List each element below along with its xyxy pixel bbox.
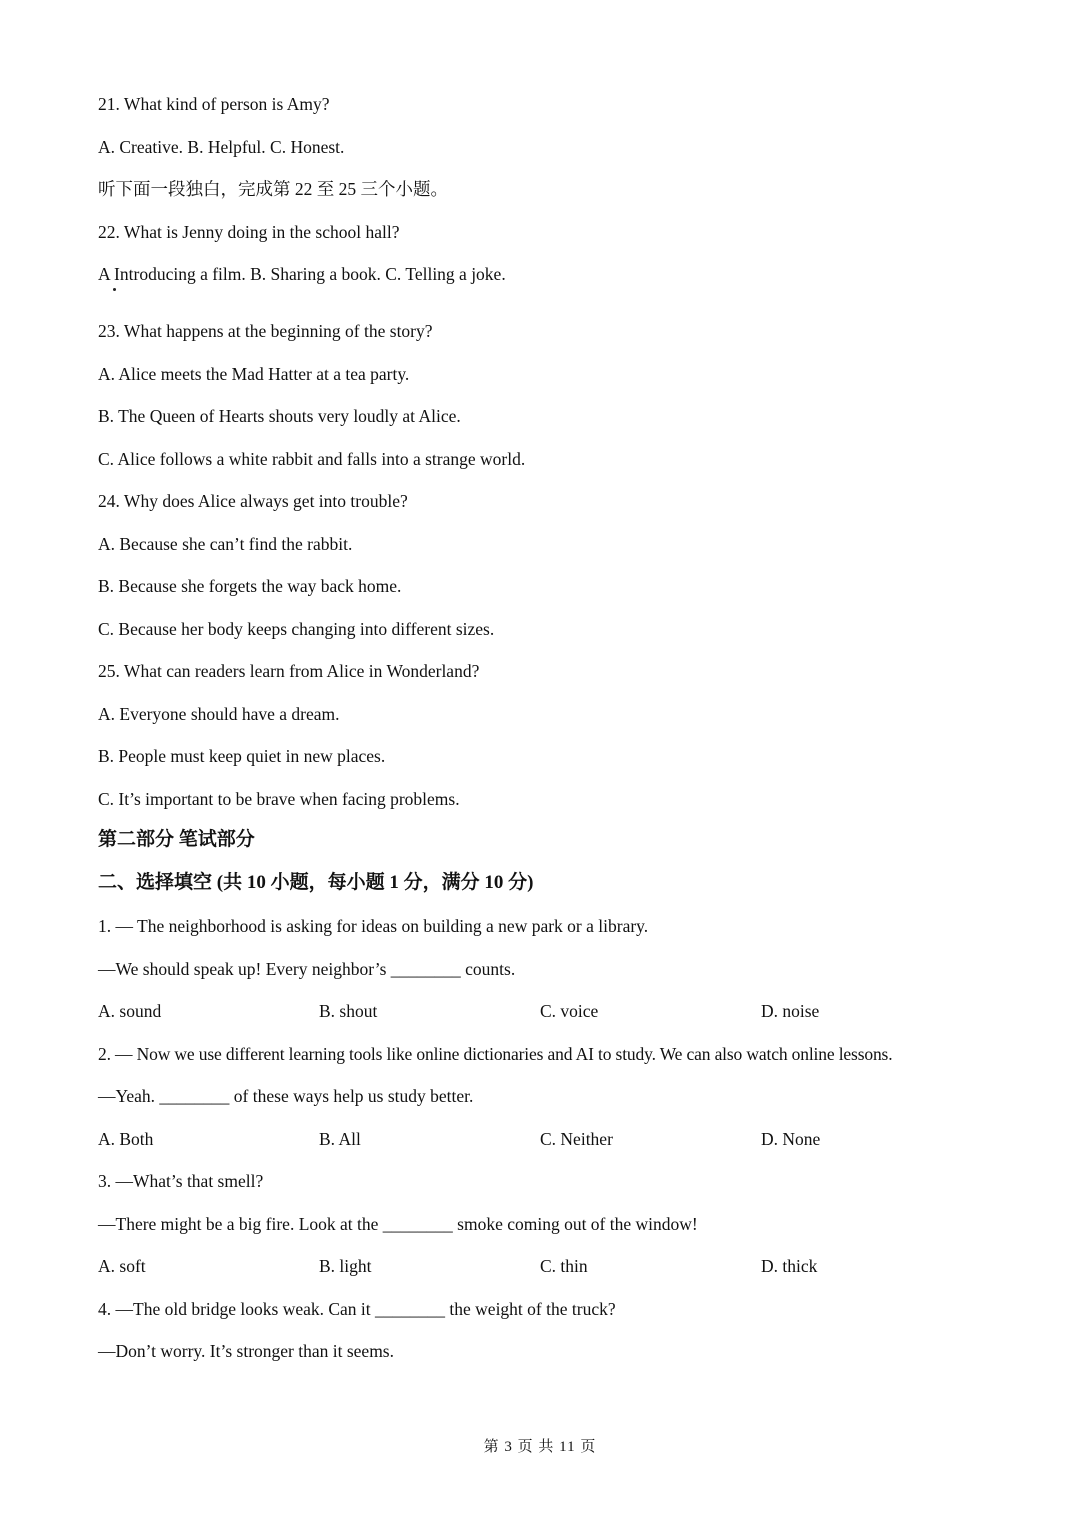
section-title: 二、选择填空 (共 10 小题，每小题 1 分，满分 10 分) — [98, 872, 534, 893]
option-b: B. All — [319, 1129, 361, 1149]
question-24-option-b: B. Because she forgets the way back home. — [98, 576, 402, 596]
question-1-response: —We should speak up! Every neighbor’s ________ counts. — [98, 959, 516, 979]
question-4-response: —Don’t worry. It’s stronger than it seems. — [98, 1341, 394, 1361]
option-d: D. None — [761, 1129, 821, 1149]
option-d: D. thick — [761, 1256, 818, 1276]
page-number-footer: 第 3 页 共 11 页 — [483, 1439, 597, 1455]
question-21: 21. What kind of person is Amy? — [98, 94, 330, 114]
part-title: 第二部分 笔试部分 — [98, 829, 255, 850]
question-25: 25. What can readers learn from Alice in Wonderland? — [98, 661, 480, 681]
question-25-option-c: C. It’s important to be brave when facing problems. — [98, 789, 460, 809]
question-21-options: A. Creative. B. Helpful. C. Honest. — [98, 137, 345, 157]
stray-dot-mark — [113, 288, 116, 291]
question-4-prompt: 4. —The old bridge looks weak. Can it ________ the weight of the truck? — [98, 1299, 616, 1319]
question-23-option-a: A. Alice meets the Mad Hatter at a tea party. — [98, 364, 410, 384]
option-c: C. thin — [540, 1256, 588, 1276]
question-25-option-a: A. Everyone should have a dream. — [98, 704, 340, 724]
question-25-option-b: B. People must keep quiet in new places. — [98, 746, 386, 766]
option-c: C. Neither — [540, 1129, 613, 1149]
question-23: 23. What happens at the beginning of the story? — [98, 321, 433, 341]
option-b: B. shout — [319, 1001, 378, 1021]
option-a: A. soft — [98, 1256, 146, 1276]
question-22-options: A Introducing a film. B. Sharing a book. C. Telling a joke. — [98, 264, 506, 284]
option-c: C. voice — [540, 1001, 599, 1021]
option-b: B. light — [319, 1256, 372, 1276]
question-23-option-c: C. Alice follows a white rabbit and falls into a strange world. — [98, 449, 526, 469]
question-24-option-c: C. Because her body keeps changing into different sizes. — [98, 619, 495, 639]
question-3-prompt: 3. —What’s that smell? — [98, 1171, 264, 1191]
question-3-response: —There might be a big fire. Look at the ________ smoke coming out of the window! — [98, 1214, 698, 1234]
option-d: D. noise — [761, 1001, 820, 1021]
question-1-prompt: 1. — The neighborhood is asking for ideas on building a new park or a library. — [98, 916, 649, 936]
question-24-option-a: A. Because she can’t find the rabbit. — [98, 534, 353, 554]
question-22: 22. What is Jenny doing in the school hall? — [98, 222, 400, 242]
option-a: A. Both — [98, 1129, 154, 1149]
question-2-prompt: 2. — Now we use different learning tools like online dictionaries and AI to study. We can also watch online lessons. — [98, 1044, 893, 1064]
option-a: A. sound — [98, 1001, 162, 1021]
question-23-option-b: B. The Queen of Hearts shouts very loudly at Alice. — [98, 406, 461, 426]
question-24: 24. Why does Alice always get into trouble? — [98, 491, 408, 511]
monologue-instruction: 听下面一段独白，完成第 22 至 25 三个小题。 — [98, 179, 448, 199]
question-2-response: —Yeah. ________ of these ways help us study better. — [98, 1086, 474, 1106]
